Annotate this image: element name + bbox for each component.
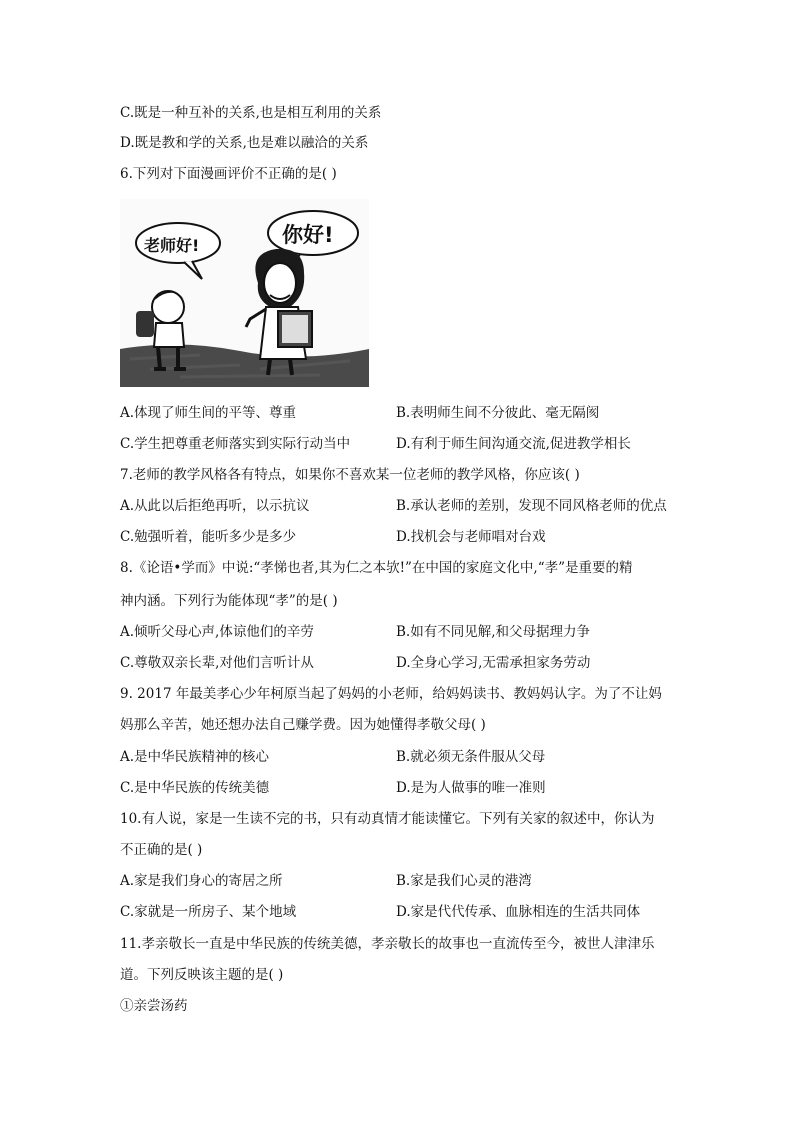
q11-stem-line1: 11.孝亲敬长一直是中华民族的传统美德，孝亲敬长的故事也一直流传至今，被世人津津乐 [120,936,655,952]
cartoon-bubble-left-text: 老师好! [144,236,200,255]
q11-stem-line2: 道。下列反映该主题的是( ) [120,967,284,983]
q6-stem: 6.下列对下面漫画评价不正确的是( ) [120,166,337,182]
q5-option-c: C.既是一种互补的关系,也是相互利用的关系 [120,105,382,121]
q8-option-c: C.尊敬双亲长辈,对他们言听计从 [120,655,314,671]
q10-option-c: C.家就是一所房子、某个地域 [120,904,297,920]
cartoon-image [120,199,369,387]
q5-option-d: D.既是教和学的关系,也是难以融洽的关系 [120,135,369,151]
q10-option-d: D.家是代代传承、血脉相连的生活共同体 [396,904,641,920]
q9-option-b: B.就必须无条件服从父母 [396,749,546,765]
q8-stem-line2: 神内涵。下列行为能体现“孝”的是( ) [120,593,338,609]
q9-option-c: C.是中华民族的传统美德 [120,780,270,796]
q7-stem: 7.老师的教学风格各有特点，如果你不喜欢某一位老师的教学风格，你应该( ) [120,467,580,483]
q10-stem-line2: 不正确的是( ) [120,842,203,858]
q8-option-d: D.全身心学习,无需承担家务劳动 [396,655,591,671]
q6-option-b: B.表明师生间不分彼此、毫无隔阂 [396,405,600,421]
q9-option-a: A.是中华民族精神的核心 [120,749,270,765]
q10-option-a: A.家是我们身心的寄居之所 [120,873,283,889]
q10-stem-line1: 10.有人说，家是一生读不完的书，只有动真情才能读懂它。下列有关家的叙述中，你认为 [120,811,655,827]
q10-option-b: B.家是我们心灵的港湾 [396,873,532,889]
q9-stem-line2: 妈那么辛苦，她还想办法自己赚学费。因为她懂得孝敬父母( ) [120,717,486,733]
q6-option-a: A.体现了师生间的平等、尊重 [120,405,297,421]
q9-option-d: D.是为人做事的唯一准则 [396,780,546,796]
q11-item-1: ①亲尝汤药 [120,998,188,1014]
q8-stem-line1: 8.《论语•学而》中说:“孝悌也者,其为仁之本欤!”在中国的家庭文化中,“孝”是重要的精 [120,560,633,576]
q8-option-b: B.如有不同见解,和父母据理力争 [396,624,591,640]
q7-option-a: A.从此以后拒绝再听，以示抗议 [120,498,310,514]
q8-option-a: A.倾听父母心声,体谅他们的辛劳 [120,624,314,640]
q9-stem-line1: 9. 2017 年最美孝心少年柯原当起了妈妈的小老师，给妈妈读书、教妈妈认字。为了不让妈 [120,686,662,702]
q7-option-d: D.找机会与老师唱对台戏 [396,529,546,545]
q7-option-c: C.勉强听着，能听多少是多少 [120,529,297,545]
q7-option-b: B.承认老师的差别，发现不同风格老师的优点 [396,498,667,514]
q6-option-d: D.有利于师生间沟通交流,促进教学相长 [396,436,631,452]
q6-option-c: C.学生把尊重老师落实到实际行动当中 [120,436,351,452]
cartoon-bubble-right-text: 你好! [282,223,334,247]
